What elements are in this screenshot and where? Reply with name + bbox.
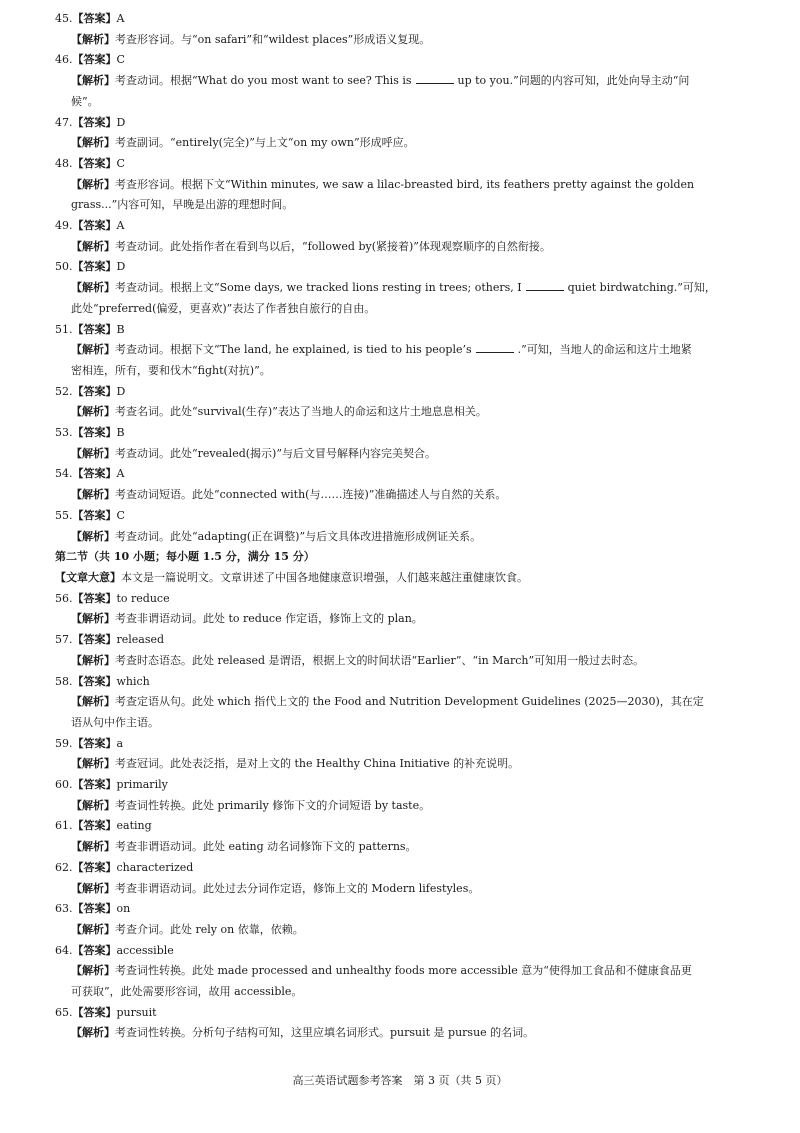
answer: eating [116,819,152,833]
q48: 48.【答案】C 【解析】考查形容词。根据下文“Within minutes, we saw a lilac-breasted bird, its feathers pretty against the golden grass...”内容可知，早晚是出游的理想时间。 [55,156,695,212]
q65: 65.【答案】pursuit 【解析】考查词性转换。分析句子结构可知，这里应填名词形式。pursuit 是 pursue 的名词。 [55,1005,535,1040]
answer: on [116,902,131,916]
answer: primarily [116,778,168,792]
answer: which [116,674,150,688]
blank-line [416,73,454,84]
q57: 57.【答案】released 【解析】考查时态语态。此处 released 是谓语，根据上文的时间状语“Earlier”、“in March”可知用一般过去时态。 [55,633,645,667]
q46: 46.【答案】C 【解析】考查动词。根据“What do you most want to see? This is up to you.”问题的内容可知，此处向导主动“问 候”。 [55,53,690,108]
q50: 50.【答案】D 【解析】考查动词。根据上文“Some days, we tracked lions resting in trees; others, I quiet birdwatching.”可知， 此处“preferred(偏爱，更喜欢)”表达了作者独自旅行的自由。 [55,260,716,315]
q60: 60.【答案】primarily 【解析】考查词性转换。此处 primarily 修饰下文的介词短语 by taste。 [55,778,431,812]
q49: 49.【答案】A 【解析】考查动词。此处指作者在看到鸟以后，“followed by(紧接着)”体现观察顺序的自然衔接。 [55,219,551,253]
q54: 54.【答案】A 【解析】考查动词短语。此处“connected with(与……连接)”准确描述人与自然的关系。 [55,467,507,502]
answer: a [116,736,124,750]
answer: B [116,426,125,440]
q55: 55.【答案】C 【解析】考查动词。此处“adapting(正在调整)”与后文具体改进措施形成例证关系。 [55,508,482,543]
q47: 47.【答案】D 【解析】考查副词。“entirely(完全)”与上文“on my own”形成呼应。 [55,115,415,150]
answer: A [116,467,125,481]
answer: characterized [116,860,194,874]
answer: accessible [116,943,174,957]
blank-line [476,342,514,353]
q45: 45.【答案】A 【解析】考查形容词。与“on safari”和“wildest places”形成语义复现。 [55,12,431,46]
q64: 64.【答案】accessible 【解析】考查词性转换。此处 made processed and unhealthy foods more accessible 意为“使得加工食品和不健康食品更 可获取”，此处需要形容词，故用 accessible。 [55,943,692,999]
blank-line [526,280,564,291]
answer: B [116,322,125,336]
answer: released [116,633,165,647]
q53: 53.【答案】B 【解析】考查动词。此处“revealed(揭示)”与后文冒号解释内容完美契合。 [55,426,436,460]
answer: A [116,219,125,233]
section-heading: 第二节（共 10 小题；每小题 1.5 分，满分 15 分） [55,550,315,564]
answer: D [116,260,126,274]
page-footer: 高三英语试题参考答案 第 3 页（共 5 页） [292,1074,508,1087]
q51: 51.【答案】B 【解析】考查动词。根据下文“The land, he explained, is tied to his people’s .”可知，当地人的命运和这片土地紧 密相连，所有，要和伐木“fight(对抗)”。 [55,322,692,377]
q63: 63.【答案】on 【解析】考查介词。此处 rely on 依靠，依赖。 [55,902,304,936]
q58: 58.【答案】which 【解析】考查定语从句。此处 which 指代上文的 the Food and Nutrition Development Guidelines (2025—2030)，其在定 语从句中作主语。 [55,674,704,729]
article-summary: 【文章大意】本文是一篇说明文。文章讲述了中国各地健康意识增强，人们越来越注重健康饮食。 [55,570,528,584]
answer: A [116,12,125,25]
q52: 52.【答案】D 【解析】考查名词。此处“survival(生存)”表达了当地人的命运和这片土地息息相关。 [55,384,487,419]
answer: D [116,115,126,129]
q62: 62.【答案】characterized 【解析】考查非谓语动词。此处过去分词作定语，修饰上文的 Modern lifestyles。 [55,860,480,895]
answer: D [116,384,126,398]
answer: to reduce [116,591,170,605]
q59: 59.【答案】a 【解析】考查冠词。此处表泛指，是对上文的 the Healthy China Initiative 的补充说明。 [55,736,520,771]
q56: 56.【答案】to reduce 【解析】考查非谓语动词。此处 to reduce 作定语，修饰上文的 plan。 [55,591,423,626]
q61: 61.【答案】eating 【解析】考查非谓语动词。此处 eating 动名词修饰下文的 patterns。 [55,819,417,854]
answer: C [116,156,125,170]
answer: C [116,53,125,67]
answer: pursuit [116,1005,157,1019]
answer: C [116,508,125,522]
